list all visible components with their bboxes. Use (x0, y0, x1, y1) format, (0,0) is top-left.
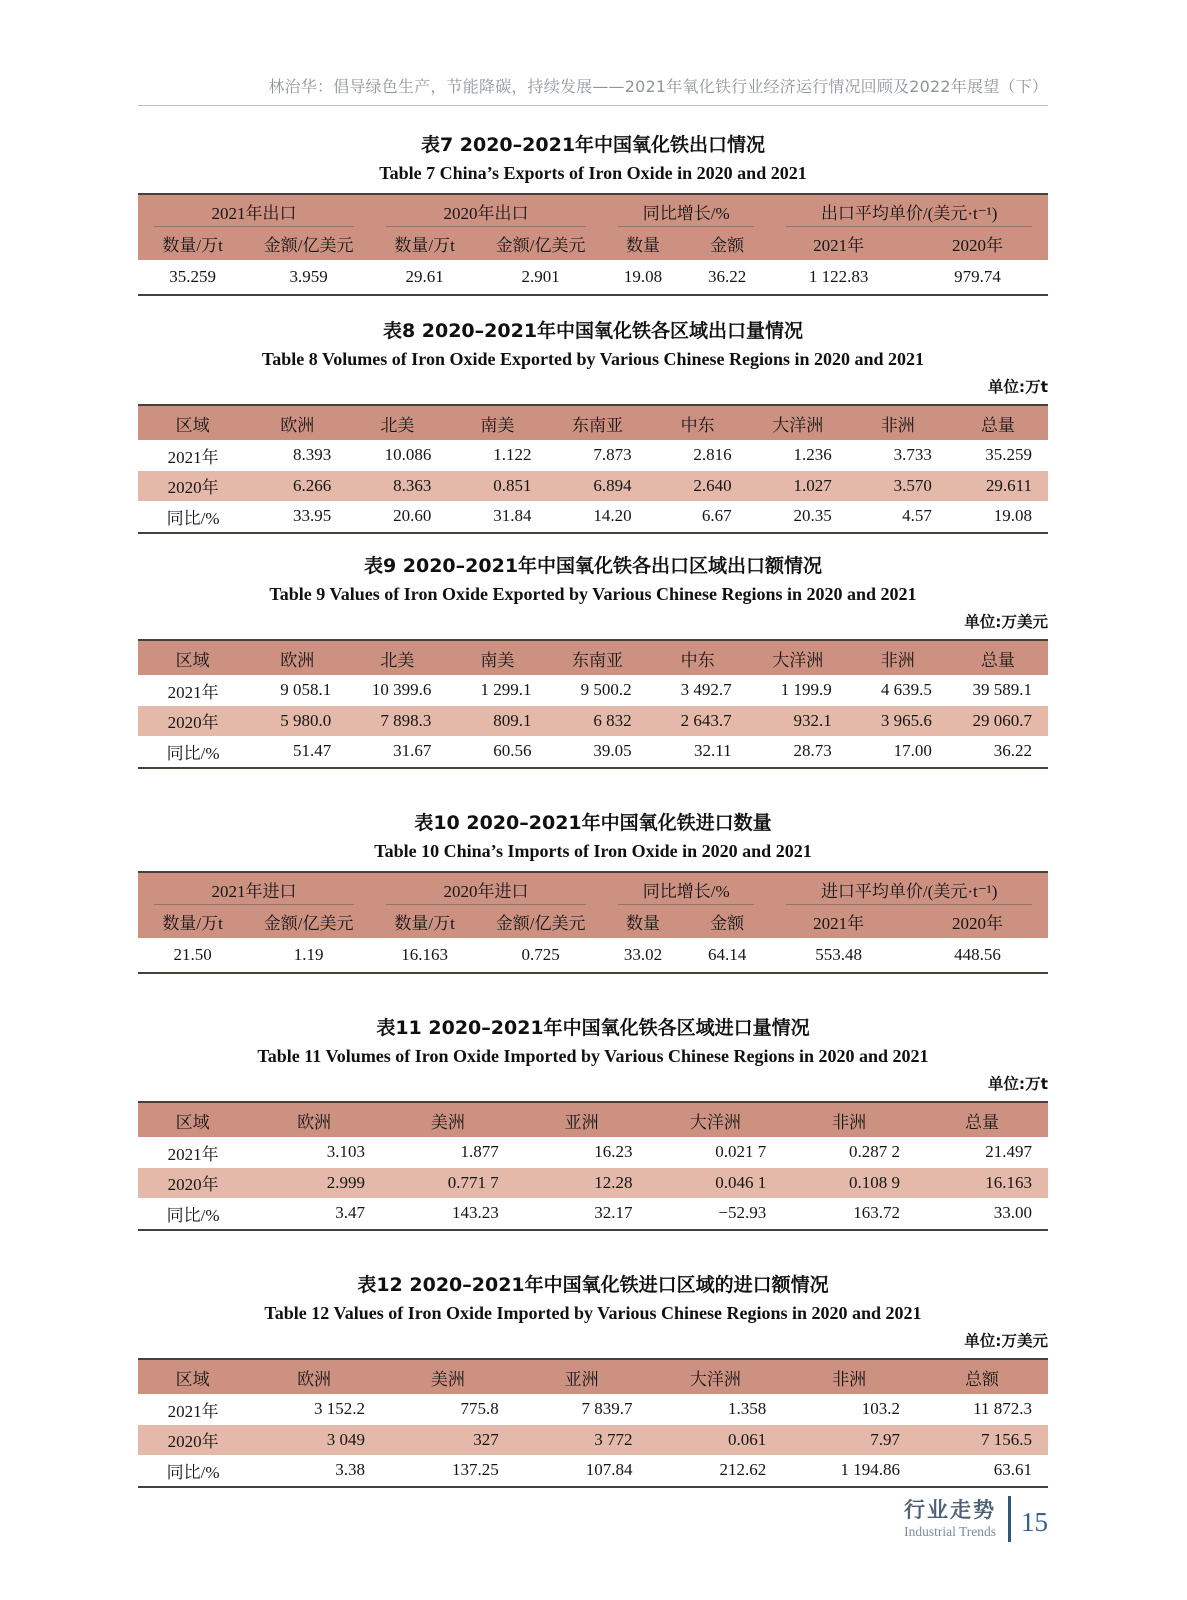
data-cell: 31.67 (393, 741, 432, 761)
table-header (138, 872, 1048, 938)
row-label-cell: 2020年 (138, 1168, 247, 1199)
data-cell: 11 872.3 (973, 1399, 1032, 1419)
column-header: 欧洲 (247, 1102, 381, 1137)
footer-divider (1008, 1496, 1011, 1542)
data-cell: 33.00 (993, 1203, 1032, 1223)
column-header: 东南亚 (547, 405, 647, 440)
table-row (138, 260, 1048, 295)
data-cell: 16.23 (594, 1142, 633, 1162)
data-cell: 3 492.7 (680, 680, 732, 700)
data-cell: 17.00 (893, 741, 932, 761)
data-cell: 809.1 (447, 706, 547, 737)
data-cell: 32.17 (594, 1203, 633, 1223)
data-cell: 0.725 (521, 945, 560, 964)
column-header: 金额/亿美元 (479, 227, 602, 260)
row-label-cell: 2021年 (167, 447, 219, 467)
unit-label: 单位:万t (987, 378, 1048, 396)
data-cell: 16.163 (916, 1168, 1048, 1199)
column-header: 数量/万t (370, 905, 479, 938)
column-header: 非洲 (782, 1102, 916, 1137)
table7-title-en: Table 7 China’s Exports of Iron Oxide in 2020 and 2021 (379, 163, 807, 183)
group-column-header: 进口平均单价/(美元·t⁻¹) (770, 872, 1048, 905)
data-cell: 6.894 (547, 471, 647, 502)
table-row (138, 675, 1048, 706)
column-header: 非洲 (782, 1359, 916, 1394)
column-header: 2021年 (770, 905, 907, 938)
table-body (138, 1394, 1048, 1487)
data-cell: 327 (381, 1425, 515, 1456)
data-cell: 3.103 (326, 1142, 365, 1162)
data-cell: 3.959 (289, 267, 328, 286)
row-label-cell: 同比/% (166, 1205, 220, 1225)
unit-label: 单位:万美元 (964, 613, 1048, 631)
table-row (138, 1455, 1048, 1487)
data-cell: 10 399.6 (371, 680, 432, 700)
data-cell: 3.733 (893, 445, 932, 465)
data-cell: 6 832 (547, 706, 647, 737)
data-cell: 12.28 (515, 1168, 649, 1199)
unit-label: 单位:万t (987, 1075, 1048, 1093)
data-cell: 0.061 (648, 1425, 782, 1456)
table-row (138, 501, 1048, 533)
column-header: 欧洲 (247, 640, 347, 675)
data-cell: 2 643.7 (648, 706, 748, 737)
data-cell: 0.771 7 (381, 1168, 515, 1199)
column-header: 中东 (648, 640, 748, 675)
data-cell: 2.901 (521, 267, 560, 286)
column-header: 金额 (684, 227, 770, 260)
data-cell: 0.287 2 (849, 1142, 901, 1162)
column-header: 区域 (138, 1102, 247, 1137)
data-cell: 39.05 (593, 741, 632, 761)
table11-title-en: Table 11 Volumes of Iron Oxide Imported by Various Chinese Regions in 2020 and 2021 (257, 1046, 929, 1066)
table8-title-zh: 表8 2020–2021年中国氧化铁各区域出口量情况 (382, 320, 804, 342)
data-cell: 1.027 (748, 471, 848, 502)
column-header: 2020年 (907, 227, 1048, 260)
data-cell: 1 194.86 (840, 1460, 901, 1480)
column-header: 数量/万t (138, 905, 247, 938)
row-label-cell: 2020年 (138, 1425, 247, 1456)
table-header (138, 1359, 1048, 1394)
data-cell: 33.95 (293, 506, 332, 526)
table-header (138, 405, 1048, 440)
data-cell: 4 639.5 (880, 680, 932, 700)
table9-section (138, 553, 1048, 769)
data-cell: 9 500.2 (580, 680, 632, 700)
data-cell: 31.84 (493, 506, 532, 526)
data-cell: 137.25 (451, 1460, 499, 1480)
table-header (138, 194, 1048, 260)
column-header: 2020年 (907, 905, 1048, 938)
row-label-cell: 2021年 (167, 1144, 219, 1164)
data-cell: 1.236 (793, 445, 832, 465)
data-cell: 32.11 (694, 741, 732, 761)
data-cell: 3 965.6 (848, 706, 948, 737)
data-cell: 7.97 (782, 1425, 916, 1456)
import-volume-by-region-table (138, 1101, 1048, 1231)
data-cell: 0.851 (447, 471, 547, 502)
data-cell: 103.2 (861, 1399, 901, 1419)
data-cell: 6.67 (701, 506, 732, 526)
data-cell: 14.20 (593, 506, 632, 526)
group-column-header: 2020年出口 (370, 194, 602, 227)
column-header: 大洋洲 (648, 1102, 782, 1137)
column-header: 美洲 (381, 1359, 515, 1394)
footer-section-labels (904, 1498, 996, 1540)
data-cell: 20.60 (393, 506, 432, 526)
data-cell: 8.393 (293, 445, 332, 465)
column-header: 总量 (948, 640, 1048, 675)
data-cell: 10.086 (384, 445, 432, 465)
data-cell: 3 152.2 (313, 1399, 365, 1419)
data-cell: 63.61 (993, 1460, 1032, 1480)
group-column-header: 出口平均单价/(美元·t⁻¹) (770, 194, 1048, 227)
data-cell: 39 589.1 (972, 680, 1032, 700)
data-cell: 1.19 (293, 945, 324, 964)
group-column-header: 同比增长/% (602, 194, 770, 227)
table-row (138, 1168, 1048, 1199)
data-cell: 143.23 (451, 1203, 499, 1223)
column-header: 总量 (916, 1102, 1048, 1137)
data-cell: 5 980.0 (247, 706, 347, 737)
data-cell: 212.62 (719, 1460, 767, 1480)
column-header: 区域 (138, 640, 247, 675)
import-value-by-region-table (138, 1358, 1048, 1488)
group-column-header: 同比增长/% (602, 872, 770, 905)
table-row (138, 1425, 1048, 1456)
column-header: 数量/万t (138, 227, 247, 260)
data-cell: 6.266 (247, 471, 347, 502)
data-cell: 21.497 (985, 1142, 1032, 1162)
data-cell: 0.021 7 (715, 1142, 767, 1162)
row-label-cell: 同比/% (166, 1462, 220, 1482)
data-cell: 16.163 (401, 945, 448, 964)
data-cell: 64.14 (708, 945, 747, 964)
column-header: 区域 (138, 405, 247, 440)
header-row (138, 1359, 1048, 1394)
data-cell: 51.47 (293, 741, 332, 761)
data-cell: 7 156.5 (916, 1425, 1048, 1456)
data-cell: 29.61 (405, 267, 444, 286)
column-header: 金额/亿美元 (479, 905, 602, 938)
row-label-cell: 同比/% (166, 508, 220, 528)
data-cell: 3 772 (515, 1425, 649, 1456)
table-body (138, 938, 1048, 973)
column-header: 2021年 (770, 227, 907, 260)
column-header: 大洋洲 (748, 640, 848, 675)
group-column-header: 2020年进口 (370, 872, 602, 905)
page-number: 15 (1021, 1506, 1048, 1537)
column-header: 数量/万t (370, 227, 479, 260)
data-cell: 2.999 (247, 1168, 381, 1199)
table-body (138, 260, 1048, 295)
data-cell: 36.22 (708, 267, 747, 286)
data-cell: 1.877 (460, 1142, 499, 1162)
data-cell: −52.93 (718, 1203, 767, 1223)
column-header: 大洋洲 (648, 1359, 782, 1394)
column-header: 亚洲 (515, 1102, 649, 1137)
table-header (138, 1102, 1048, 1137)
group-header-row (138, 194, 1048, 227)
table-row (138, 1137, 1048, 1168)
data-cell: 28.73 (793, 741, 832, 761)
column-header: 南美 (447, 640, 547, 675)
header-row (138, 640, 1048, 675)
column-header: 欧洲 (247, 405, 347, 440)
table11-title-zh: 表11 2020–2021年中国氧化铁各区域进口量情况 (376, 1017, 810, 1039)
data-cell: 107.84 (585, 1460, 633, 1480)
column-header: 欧洲 (247, 1359, 381, 1394)
data-cell: 35.259 (985, 445, 1032, 465)
table-row (138, 938, 1048, 973)
data-cell: 7 898.3 (347, 706, 447, 737)
data-cell: 448.56 (954, 945, 1001, 964)
table10-section (138, 810, 1048, 974)
column-header: 金额/亿美元 (247, 227, 370, 260)
table12-section (138, 1272, 1048, 1488)
data-cell: 932.1 (748, 706, 848, 737)
table-header (138, 640, 1048, 675)
data-cell: 2.816 (693, 445, 732, 465)
column-header: 北美 (347, 640, 447, 675)
table10-title-zh: 表10 2020–2021年中国氧化铁进口数量 (414, 812, 772, 834)
data-cell: 979.74 (954, 267, 1001, 286)
data-cell: 4.57 (902, 506, 932, 526)
column-header: 总量 (948, 405, 1048, 440)
column-header: 亚洲 (515, 1359, 649, 1394)
data-cell: 1.122 (493, 445, 532, 465)
data-cell: 33.02 (623, 945, 663, 964)
table11-section (138, 1015, 1048, 1231)
column-header: 数量 (602, 905, 684, 938)
table10-title-en: Table 10 China’s Imports of Iron Oxide in 2020 and 2021 (374, 841, 812, 861)
data-cell: 3.47 (335, 1203, 365, 1223)
header-row (138, 405, 1048, 440)
table-row (138, 440, 1048, 471)
table-body (138, 440, 1048, 533)
column-header: 南美 (447, 405, 547, 440)
data-cell: 2.640 (648, 471, 748, 502)
sub-header-row (138, 905, 1048, 938)
table12-title-zh: 表12 2020–2021年中国氧化铁进口区域的进口额情况 (357, 1274, 829, 1296)
column-header: 非洲 (848, 640, 948, 675)
table-row (138, 736, 1048, 768)
data-cell: 35.259 (169, 267, 216, 286)
table-body (138, 675, 1048, 768)
row-label-cell: 2021年 (167, 1401, 219, 1421)
column-header: 东南亚 (547, 640, 647, 675)
data-cell: 0.108 9 (782, 1168, 916, 1199)
data-cell: 0.046 1 (648, 1168, 782, 1199)
data-cell: 19.08 (623, 267, 663, 286)
data-cell: 20.35 (793, 506, 832, 526)
group-column-header: 2021年进口 (138, 872, 370, 905)
data-cell: 29 060.7 (948, 706, 1048, 737)
data-cell: 21.50 (173, 945, 212, 964)
table-row (138, 1394, 1048, 1425)
footer-section-zh: 行业走势 (904, 1498, 996, 1522)
table9-title-en: Table 9 Values of Iron Oxide Exported by Various Chinese Regions in 2020 and 2021 (269, 584, 917, 604)
data-cell: 1 122.83 (808, 267, 869, 286)
data-cell: 163.72 (853, 1203, 901, 1223)
data-cell: 7 839.7 (581, 1399, 633, 1419)
column-header: 区域 (138, 1359, 247, 1394)
table-row (138, 706, 1048, 737)
row-label-cell: 2020年 (138, 706, 247, 737)
data-cell: 3.38 (335, 1460, 365, 1480)
column-header: 金额/亿美元 (247, 905, 370, 938)
data-cell: 19.08 (993, 506, 1032, 526)
data-cell: 3.570 (848, 471, 948, 502)
column-header: 金额 (684, 905, 770, 938)
group-header-row (138, 872, 1048, 905)
footer-section-en: Industrial Trends (904, 1524, 996, 1539)
row-label-cell: 2021年 (167, 682, 219, 702)
column-header: 数量 (602, 227, 684, 260)
table7-section (138, 132, 1048, 296)
table8-title-en: Table 8 Volumes of Iron Oxide Exported by Various Chinese Regions in 2020 and 2021 (261, 349, 925, 369)
running-head: 林治华：倡导绿色生产，节能降碳，持续发展——2021年氧化铁行业经济运行情况回顾及2022年展望（下） (138, 74, 1048, 106)
export-value-by-region-table (138, 639, 1048, 769)
row-label-cell: 同比/% (166, 743, 220, 763)
table12-title-en: Table 12 Values of Iron Oxide Imported by Various Chinese Regions in 2020 and 2021 (264, 1303, 922, 1323)
column-header: 美洲 (381, 1102, 515, 1137)
table-row (138, 1198, 1048, 1230)
column-header: 中东 (648, 405, 748, 440)
unit-label: 单位:万美元 (964, 1332, 1048, 1350)
table-body (138, 1137, 1048, 1230)
sub-header-row (138, 227, 1048, 260)
data-cell: 1 299.1 (480, 680, 532, 700)
table-row (138, 471, 1048, 502)
data-cell: 9 058.1 (280, 680, 332, 700)
data-cell: 8.363 (347, 471, 447, 502)
data-cell: 553.48 (815, 945, 863, 964)
data-cell: 3 049 (247, 1425, 381, 1456)
data-cell: 60.56 (493, 741, 532, 761)
table7-title-zh: 表7 2020–2021年中国氧化铁出口情况 (420, 134, 766, 156)
table9-title-zh: 表9 2020–2021年中国氧化铁各出口区域出口额情况 (363, 555, 823, 577)
header-row (138, 1102, 1048, 1137)
column-header: 非洲 (848, 405, 948, 440)
column-header: 大洋洲 (748, 405, 848, 440)
export-summary-table (138, 193, 1048, 296)
data-cell: 775.8 (460, 1399, 499, 1419)
data-cell: 7.873 (593, 445, 632, 465)
table8-section (138, 318, 1048, 534)
row-label-cell: 2020年 (138, 471, 247, 502)
data-cell: 1.358 (728, 1399, 767, 1419)
data-cell: 36.22 (993, 741, 1032, 761)
import-summary-table (138, 871, 1048, 974)
page-footer (904, 1496, 1048, 1542)
data-cell: 29.611 (948, 471, 1048, 502)
group-column-header: 2021年出口 (138, 194, 370, 227)
data-cell: 1 199.9 (780, 680, 832, 700)
column-header: 北美 (347, 405, 447, 440)
column-header: 总额 (916, 1359, 1048, 1394)
export-volume-by-region-table (138, 404, 1048, 534)
